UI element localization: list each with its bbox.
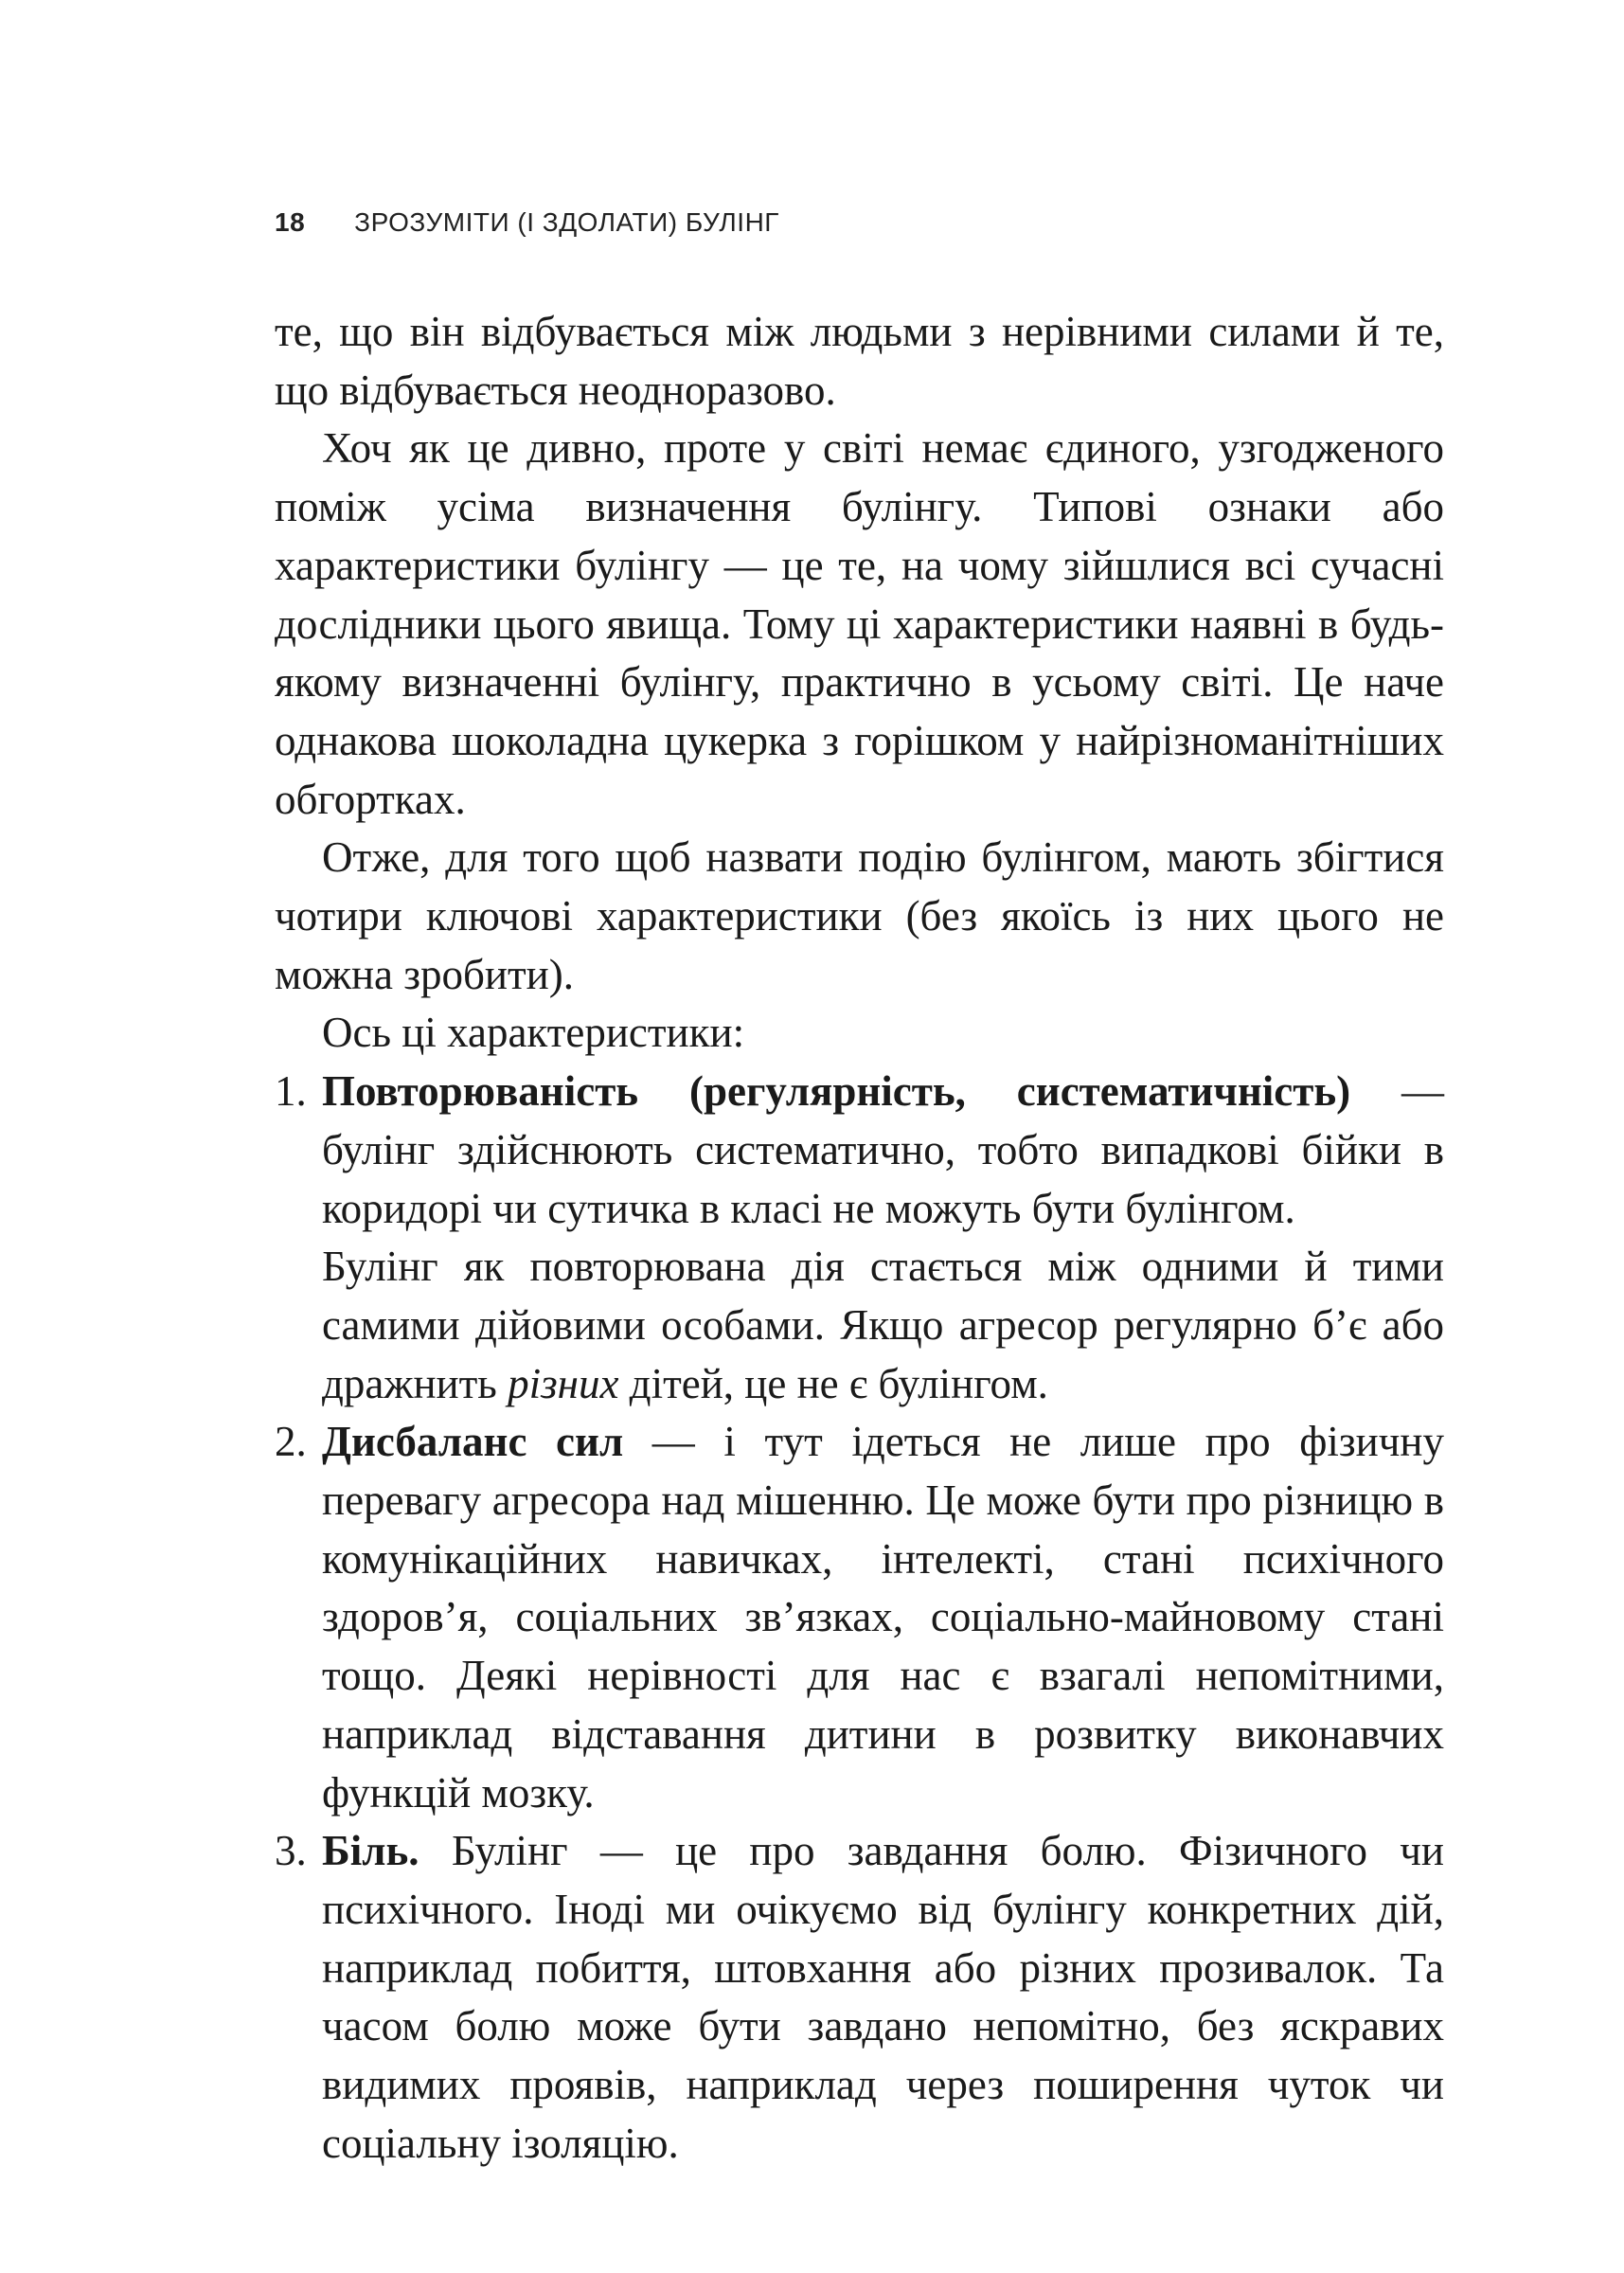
running-head	[275, 207, 779, 238]
paragraph: Отже, для того щоб назвати подію булінгом, мають збігтися чотири ключові характеристики (без якоїсь із них цього не можна зробити).	[275, 833, 1444, 998]
list-item-text	[322, 1822, 1444, 2173]
list-number: 3.	[275, 1827, 307, 1875]
list-item-term: Біль.	[322, 1827, 419, 1875]
list-item-term: Повторюваність (регулярність, систематичність)	[322, 1067, 1351, 1116]
list-item	[275, 1413, 1444, 1822]
list-item	[275, 1822, 1444, 2173]
page-number: 18	[275, 207, 306, 237]
list-item-description: — булінг здійснюють систематично, тобто випадкові бійки в коридорі чи сутичка в класі не можуть бути булінгом.	[322, 1067, 1445, 1232]
list-item-text	[322, 1413, 1444, 1822]
book-title: ЗРОЗУМІТИ (І ЗДОЛАТИ) БУЛІНГ	[354, 207, 779, 237]
list-item-description: дітей, це не є булінгом.	[618, 1359, 1048, 1407]
paragraph-list-intro: Ось ці характеристики:	[322, 1009, 745, 1057]
list-item-text	[322, 1238, 1444, 1413]
emphasis: різних	[508, 1359, 619, 1407]
list-item-description: Булінг як повторювана дія стається між одними й тими самими дійовими особами. Якщо агресор регулярно б’є або дражнить	[322, 1243, 1444, 1407]
list-number: 1.	[275, 1067, 307, 1116]
list-item-term: Дисбаланс сил	[322, 1418, 624, 1466]
list-item-description: — і тут ідеться не лише про фізичну перевагу агресора над мішенню. Це може бути про різницю в комунікаційних навичках, інтелекті, стані психічного здоров’я, соціальних зв’язках, соціально-майновому стані тощо. Деякі нерівності для нас є взагалі непомітними, наприклад відставання дитини в розвитку виконавчих функцій мозку.	[322, 1418, 1444, 1817]
list-item-description: Булінг — це про завдання болю. Фізичного чи психічного. Іноді ми очікуємо від булінгу конкретних дій, наприклад побиття, штовхання або різних прозивалок. Та часом болю може бути завдано непомітно, без яскравих видимих проявів, наприклад через поширення чуток чи соціальну ізоляцію.	[322, 1827, 1444, 2167]
list-item	[275, 1063, 1444, 1413]
list-item-text	[322, 1063, 1444, 1238]
list-number: 2.	[275, 1418, 307, 1466]
body-text	[275, 303, 1444, 2174]
paragraph: Хоч як це дивно, проте у світі немає єдиного, узгодженого поміж усіма визначення булінгу. Типові ознаки або характеристики булінгу — це те, на чому зійшлися всі сучасні дослідники цього явища. Тому ці характеристики наявні в будь-якому визначенні булінгу, практично в усьому світі. Це наче однакова шоколадна цукерка з горішком у найрізноманітніших обгортках.	[275, 424, 1444, 823]
characteristics-list	[275, 1063, 1444, 2173]
paragraph-continued: те, що він відбувається між людьми з нерівними силами й те, що відбувається неодноразово.	[275, 308, 1444, 414]
